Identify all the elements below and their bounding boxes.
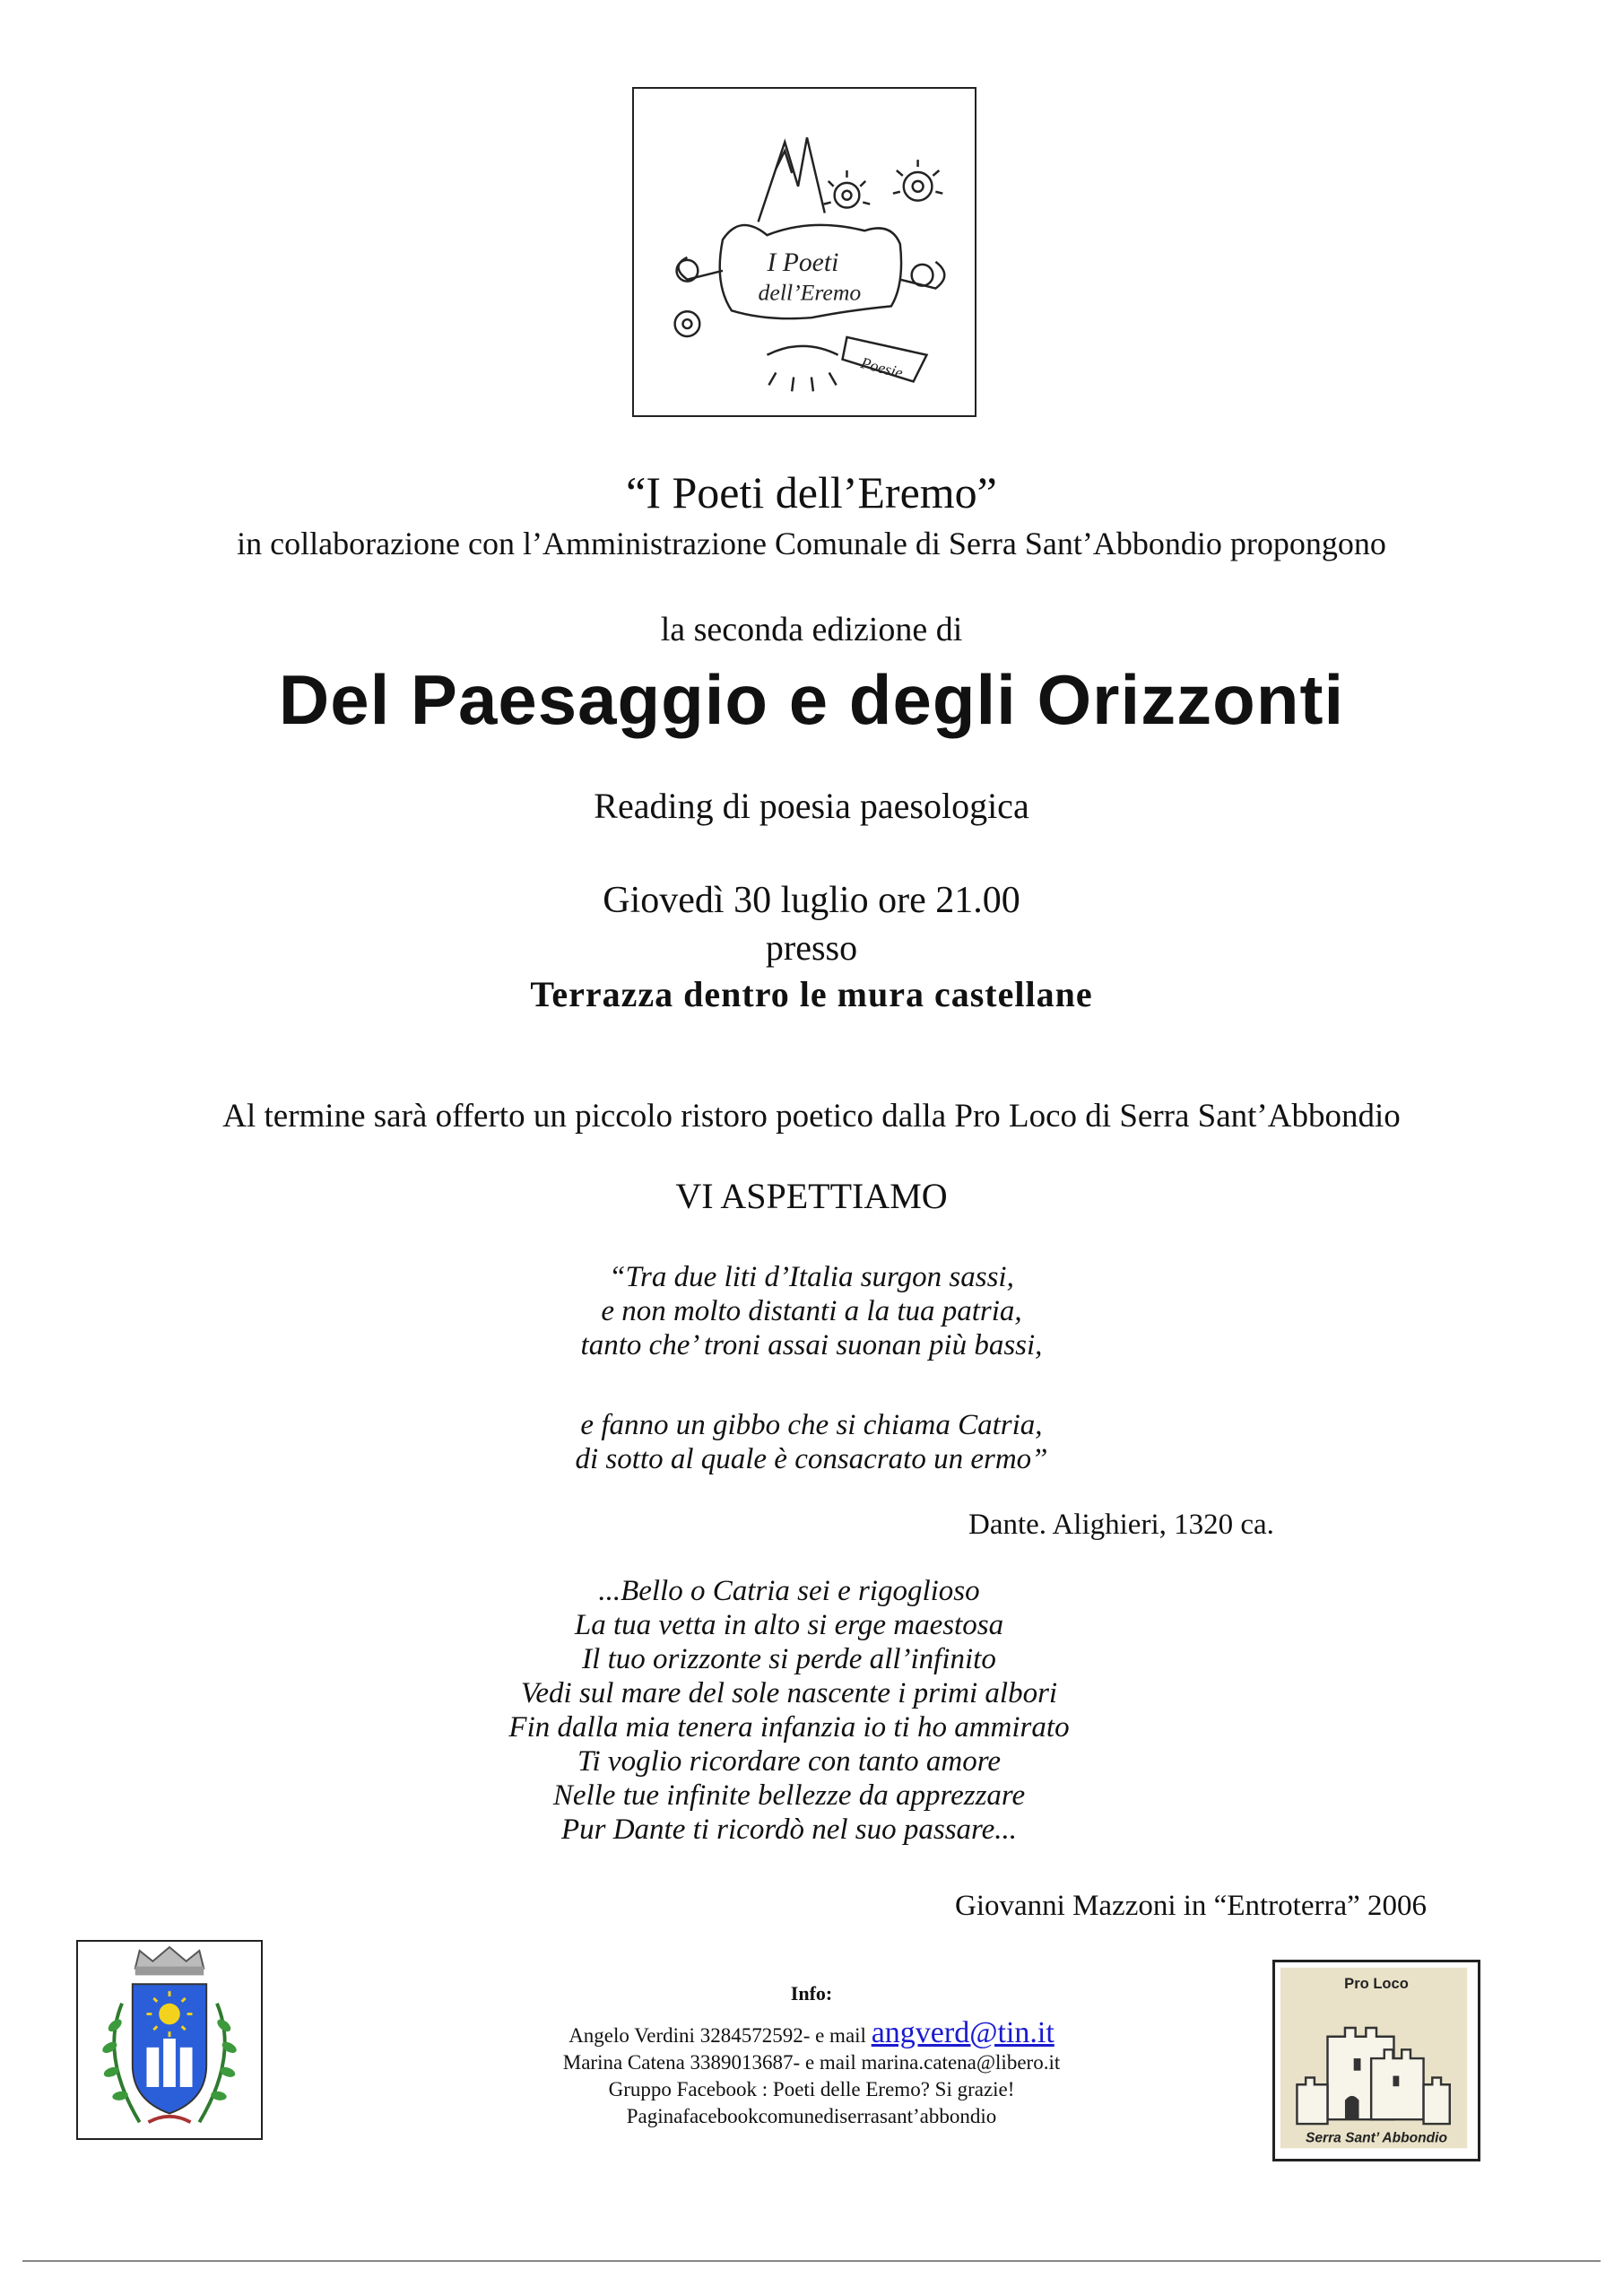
logo-script-tag: Poesie: [859, 353, 906, 382]
facebook-group-line: Gruppo Facebook : Poeti delle Eremo? Si grazie!: [608, 2078, 1015, 2100]
event-title: Del Paesaggio e degli Orizzonti: [278, 660, 1345, 739]
verse-line: di sotto al quale è consacrato un ermo”: [575, 1443, 1048, 1475]
welcome-text: VI ASPETTIAMO: [675, 1176, 948, 1216]
logo-script-line1: I Poeti: [767, 248, 839, 277]
collaboration-line: in collaborazione con l’Amministrazione Comunale di Serra Sant’Abbondio propongono: [237, 526, 1386, 561]
mazzoni-credit: Giovanni Mazzoni in “Entroterra” 2006: [955, 1890, 1427, 1922]
verse-line: ...Bello o Catria sei e rigoglioso: [598, 1575, 980, 1607]
info-label: Info:: [790, 1982, 833, 2005]
event-subtitle: Reading di poesia paesologica: [594, 786, 1029, 826]
contact-name-verdini: Angelo Verdini 3284572592- e mail: [568, 2024, 872, 2047]
closing-note: Al termine sarà offerto un piccolo ristoro poetico dalla Pro Loco di Serra Sant’Abbondio: [222, 1098, 1401, 1135]
pro-loco-logo: [1272, 1960, 1480, 2161]
poeti-eremo-logo: [632, 87, 976, 417]
verse-line: e fanno un gibbo che si chiama Catria,: [580, 1409, 1043, 1441]
footer-divider: [22, 2260, 1601, 2262]
verse-line: “Tra due liti d’Italia surgon sassi,: [609, 1261, 1014, 1293]
verse-line: La tua vetta in alto si erge maestosa: [574, 1609, 1004, 1641]
poeti-eremo-logo-drawing: [634, 89, 975, 415]
dante-verse-stanza-2: [529, 1408, 1094, 1476]
pro-loco-bottom-text: Serra Sant’ Abbondio: [1306, 2130, 1447, 2146]
pro-loco-logo-drawing: [1275, 1962, 1478, 2159]
event-date: Giovedì 30 luglio ore 21.00: [603, 880, 1020, 921]
event-venue: Terrazza dentro le mura castellane: [530, 974, 1093, 1014]
verse-line: tanto che’ troni assai suonan più bassi,: [580, 1329, 1043, 1361]
organization-title: “I Poeti dell’Eremo”: [626, 467, 997, 517]
facebook-page-line: Paginafacebookcomunediserrasant’abbondio: [626, 2105, 997, 2127]
verse-line: Il tuo orizzonte si perde all’infinito: [582, 1643, 996, 1675]
mazzoni-verse: [466, 1574, 1112, 1847]
event-presso: presso: [765, 927, 858, 968]
verse-line: Vedi sul mare del sole nascente i primi albori: [520, 1677, 1058, 1709]
verse-line: e non molto distanti a la tua patria,: [601, 1295, 1022, 1327]
dante-credit: Dante. Alighieri, 1320 ca.: [968, 1509, 1274, 1541]
contact-line-2: Marina Catena 3389013687- e mail marina.catena@libero.it: [562, 2051, 1061, 2074]
email-link-verdini[interactable]: angverd@tin.it: [871, 2016, 1055, 2049]
verse-line: Pur Dante ti ricordò nel suo passare...: [560, 1813, 1018, 1846]
verse-line: Nelle tue infinite bellezze da apprezzare: [552, 1779, 1026, 1812]
logo-script-line2: dell’Eremo: [758, 279, 862, 306]
dante-verse-stanza-1: [529, 1260, 1094, 1362]
edition-intro: la seconda edizione di: [660, 611, 963, 648]
verse-line: Ti voglio ricordare con tanto amore: [577, 1745, 1002, 1778]
pro-loco-top-text: Pro Loco: [1344, 1975, 1409, 1993]
verse-line: Fin dalla mia tenera infanzia io ti ho ammirato: [508, 1711, 1070, 1744]
